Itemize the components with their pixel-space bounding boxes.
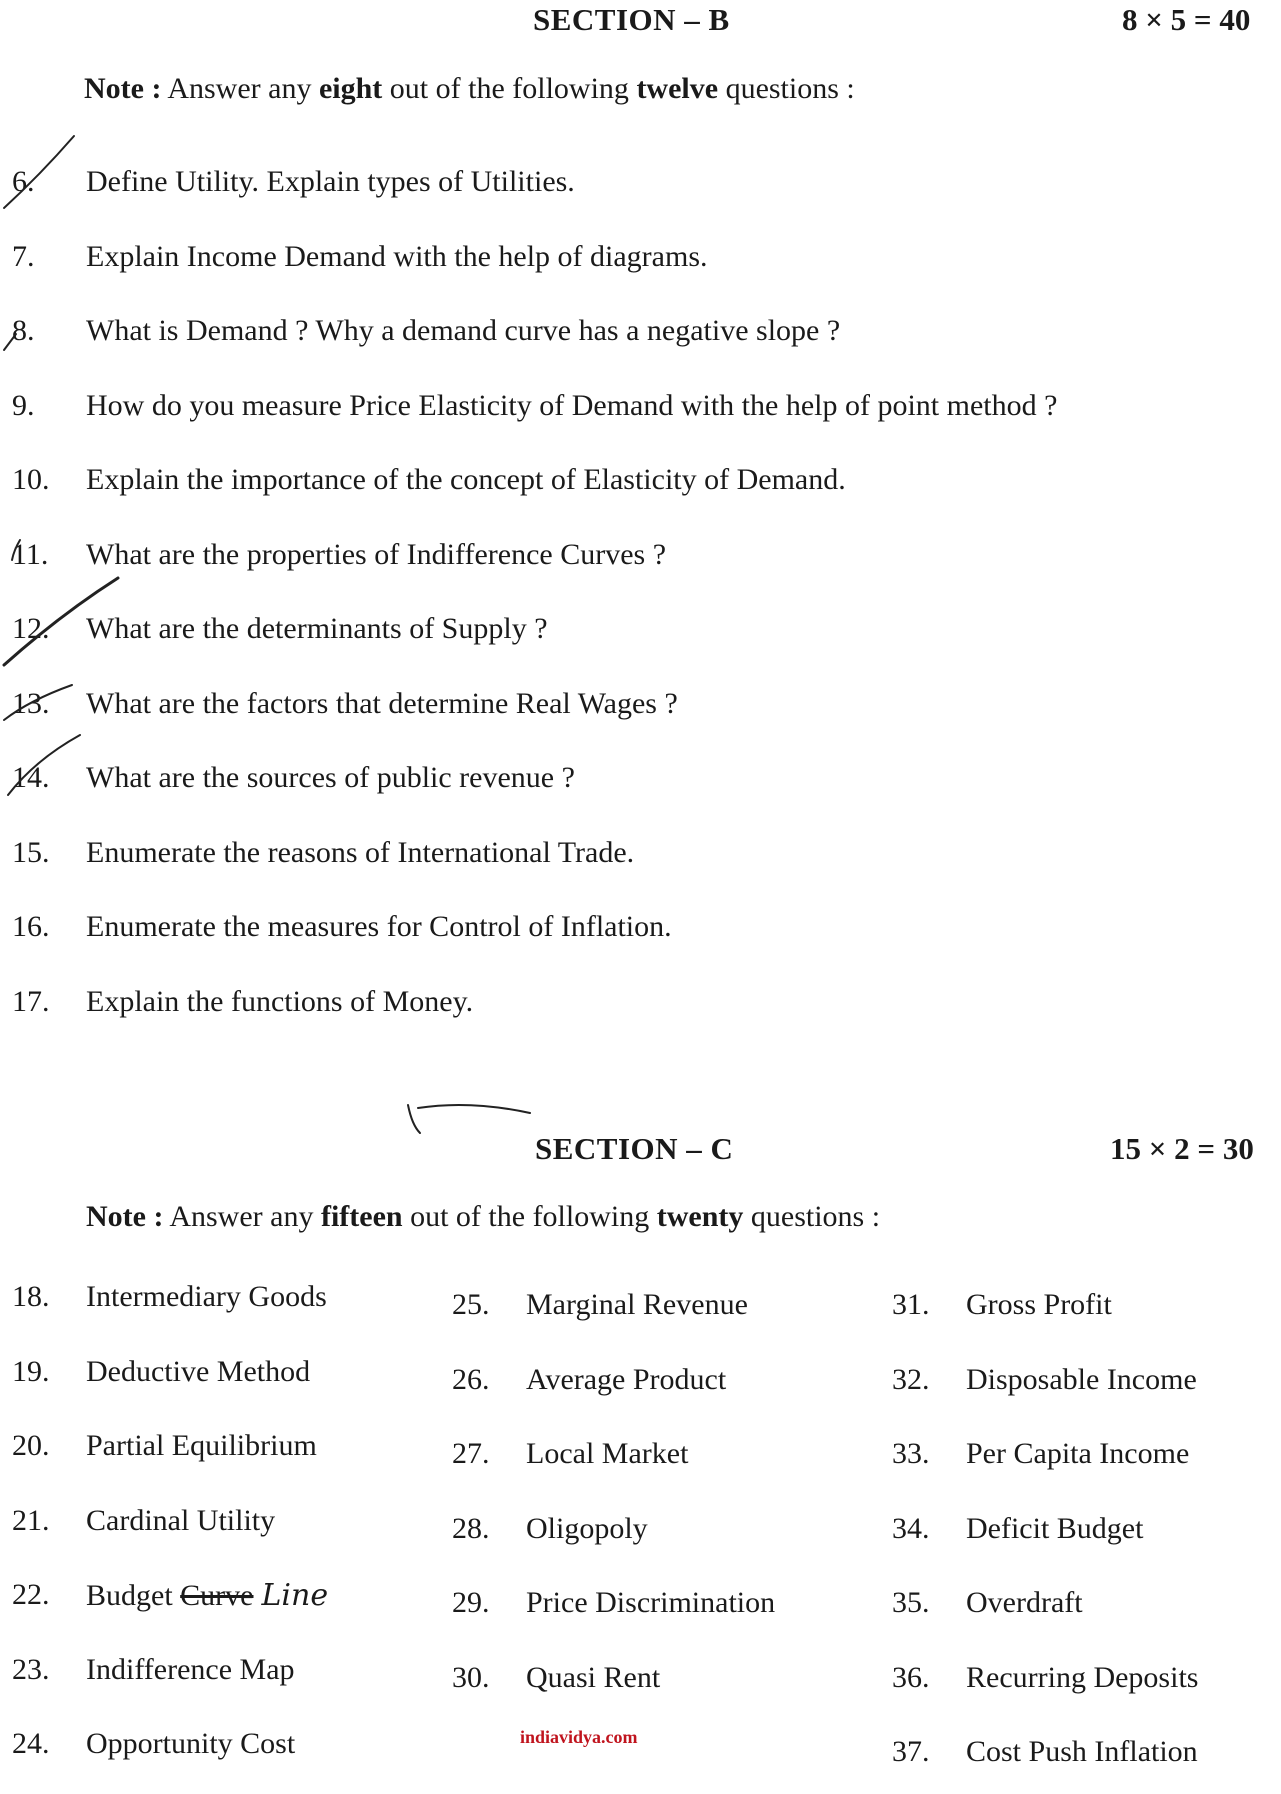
term-number: 32. <box>892 1362 930 1396</box>
question-number: 11. <box>12 537 49 571</box>
term-number: 23. <box>12 1652 50 1686</box>
question-text: Explain the importance of the concept of Elasticity of Demand. <box>86 463 846 496</box>
note-count: eight <box>318 72 383 105</box>
question-text: Define Utility. Explain types of Utilities. <box>86 165 575 198</box>
question-text: What is Demand ? Why a demand curve has a negative slope ? <box>86 314 841 347</box>
term-number: 26. <box>452 1362 490 1396</box>
term-label: Oligopoly <box>526 1511 648 1545</box>
question-number: 9. <box>12 388 35 422</box>
tick-mark <box>4 685 72 720</box>
question-number: 14. <box>12 761 50 794</box>
term-label: Per Capita Income <box>966 1437 1190 1470</box>
term-number: 36. <box>892 1660 930 1694</box>
note-mid: out of the following <box>410 1200 650 1233</box>
term-label: Recurring Deposits <box>966 1660 1199 1694</box>
term-number: 34. <box>892 1511 930 1545</box>
note-total: twelve <box>636 72 719 105</box>
term-label: Price Discrimination <box>526 1586 776 1619</box>
question-number: 8. <box>12 314 35 347</box>
note-mid: out of the following <box>389 72 629 105</box>
question-number: 16. <box>12 910 50 943</box>
note-pre: Answer any <box>167 72 312 105</box>
question-number: 17. <box>12 984 50 1018</box>
watermark: indiavidya.com <box>520 1727 638 1747</box>
term-label: Average Product <box>526 1362 727 1396</box>
note-total: twenty <box>656 1200 744 1233</box>
note-pre: Answer any <box>169 1200 314 1233</box>
section-b-title: SECTION – B <box>533 2 730 37</box>
term-number: 28. <box>452 1511 490 1545</box>
question-text: What are the properties of Indifference Curves ? <box>86 537 667 571</box>
term-label: Deductive Method <box>86 1354 311 1388</box>
question-number: 10. <box>12 463 50 496</box>
term-number: 20. <box>12 1429 50 1462</box>
term-number: 27. <box>452 1437 490 1470</box>
question-text: What are the determinants of Supply ? <box>86 612 548 645</box>
question-text: Enumerate the reasons of International Trade. <box>86 835 635 869</box>
term-number: 24. <box>12 1727 50 1760</box>
tick-mark <box>4 334 16 350</box>
term-label: Opportunity Cost <box>86 1727 296 1760</box>
term-number: 22. <box>12 1578 50 1611</box>
term-number: 31. <box>892 1288 930 1321</box>
term-label: Budget <box>86 1579 173 1612</box>
term-number: 37. <box>892 1735 930 1768</box>
tick-mark <box>12 540 20 560</box>
term-number: 33. <box>892 1437 930 1470</box>
handwritten-correction: Line <box>261 1578 329 1613</box>
term-label: Marginal Revenue <box>526 1288 748 1321</box>
question-number: 12. <box>12 612 50 645</box>
tick-mark <box>4 136 74 208</box>
term-label: Deficit Budget <box>966 1511 1144 1545</box>
term-label: Cost Push Inflation <box>966 1735 1198 1768</box>
question-number: 15. <box>12 835 50 869</box>
note-post: questions : <box>750 1200 881 1233</box>
term-label: Cardinal Utility <box>86 1503 276 1537</box>
term-label: Disposable Income <box>966 1362 1197 1396</box>
note-label: Note : <box>86 1200 164 1233</box>
term-label: Intermediary Goods <box>86 1280 327 1313</box>
question-text: How do you measure Price Elasticity of Demand with the help of point method ? <box>86 388 1058 422</box>
struck-word: Curve <box>180 1579 254 1612</box>
term-number: 21. <box>12 1503 50 1537</box>
note-label: Note : <box>84 72 162 105</box>
question-text: Explain Income Demand with the help of diagrams. <box>86 239 708 273</box>
scribble-mark <box>418 1105 530 1113</box>
tick-mark <box>8 735 80 795</box>
section-b-marks: 8 × 5 = 40 <box>1122 2 1251 37</box>
term-label: Quasi Rent <box>526 1660 661 1694</box>
term-label: Gross Profit <box>966 1288 1112 1321</box>
note-count: fifteen <box>320 1200 403 1233</box>
question-text: What are the factors that determine Real Wages ? <box>86 686 678 720</box>
term-number: 18. <box>12 1280 50 1313</box>
term-number: 19. <box>12 1354 50 1388</box>
term-number: 30. <box>452 1660 490 1694</box>
term-number: 29. <box>452 1586 490 1619</box>
question-text: Explain the functions of Money. <box>86 984 474 1018</box>
scribble-mark <box>408 1105 420 1133</box>
term-number: 35. <box>892 1586 930 1619</box>
term-label: Partial Equilibrium <box>86 1429 317 1462</box>
term-label: Local Market <box>526 1437 689 1470</box>
question-text: Enumerate the measures for Control of Inflation. <box>86 910 672 943</box>
term-number: 25. <box>452 1288 490 1321</box>
tick-mark <box>4 578 118 665</box>
term-label: Overdraft <box>966 1586 1083 1619</box>
question-text: What are the sources of public revenue ? <box>86 761 575 794</box>
section-c-marks: 15 × 2 = 30 <box>1110 1131 1254 1166</box>
question-number: 6. <box>12 165 35 198</box>
section-c-title: SECTION – C <box>535 1131 734 1166</box>
note-post: questions : <box>725 72 855 105</box>
term-label: Indifference Map <box>86 1652 295 1686</box>
question-number: 13. <box>12 686 50 720</box>
question-number: 7. <box>12 239 35 273</box>
